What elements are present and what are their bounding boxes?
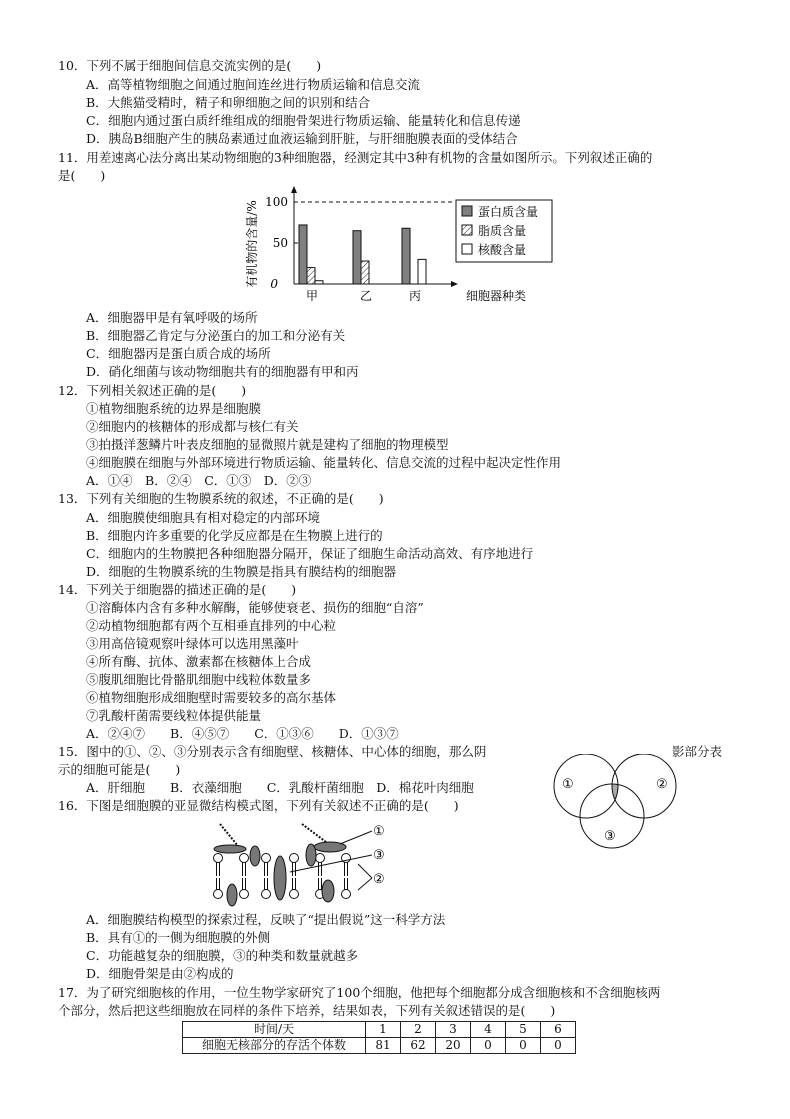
transmembrane-protein bbox=[274, 856, 286, 900]
x-tick-label: 甲 bbox=[305, 289, 319, 303]
phospholipid-head bbox=[240, 890, 249, 899]
q14-choices: A．②④⑦ B．④⑤⑦ C．①③⑥ D．①③⑦ bbox=[86, 726, 399, 741]
q11-option-b: B．细胞器乙肯定与分泌蛋白的加工和分泌有关 bbox=[86, 328, 346, 343]
venn-label-3: ③ bbox=[604, 829, 616, 844]
q15-choices: A．肝细胞 B．衣藻细胞 C．乳酸杆菌细胞 D．棉花叶肉细胞 bbox=[86, 780, 474, 795]
q17-stem-line1: 17．为了研究细胞核的作用，一位生物学家研究了100个细胞，他把每个细胞都分成含细胞核和不含细胞核两 bbox=[58, 985, 661, 1000]
phospholipid-head bbox=[214, 854, 223, 863]
y-axis-label: 有机物的含量/% bbox=[245, 200, 259, 288]
table-cell: 6 bbox=[541, 1022, 576, 1038]
q14-item-2: ②动植物细胞都有两个互相垂直排列的中心粒 bbox=[86, 618, 337, 633]
x-tick-label: 丙 bbox=[408, 289, 422, 303]
x-axis-arrow bbox=[451, 281, 458, 287]
q12-stem: 12．下列相关叙述正确的是( ) bbox=[58, 383, 247, 398]
q12-item-1: ①植物细胞系统的边界是细胞膜 bbox=[86, 401, 262, 416]
q11-stem-line2: 是( ) bbox=[58, 168, 106, 183]
table-cell: 3 bbox=[436, 1022, 471, 1038]
q12-item-4: ④细胞膜在细胞与外部环境进行物质运输、能量转化、信息交流的过程中起决定性作用 bbox=[86, 455, 562, 470]
x-axis-label: 细胞器种类 bbox=[466, 289, 527, 303]
q13-option-b: B．细胞内许多重要的化学反应都是在生物膜上进行的 bbox=[86, 528, 383, 543]
phospholipid-head bbox=[342, 890, 351, 899]
q13-option-a: A．细胞膜使细胞具有相对稳定的内部环境 bbox=[86, 510, 321, 525]
bar-丙-核酸含量 bbox=[418, 259, 426, 284]
table-cell: 0 bbox=[506, 1038, 541, 1054]
legend-swatch bbox=[462, 206, 472, 216]
q16-option-c: C．功能越复杂的细胞膜，③的种类和数量就越多 bbox=[86, 948, 359, 963]
y-tick-label: 50 bbox=[272, 236, 288, 250]
table-cell: 2 bbox=[401, 1022, 436, 1038]
legend-swatch bbox=[462, 225, 472, 235]
pointer-line-2b bbox=[358, 878, 372, 890]
q14-item-1: ①溶酶体内含有多种水解酶，能够使衰老、损伤的细胞“自溶” bbox=[86, 600, 424, 615]
y-tick-label: 0 bbox=[270, 277, 278, 291]
q13-option-d: D．细胞的生物膜系统的生物膜是指具有膜结构的细胞器 bbox=[86, 564, 397, 579]
q14-stem: 14．下列关于细胞器的描述正确的是( ) bbox=[58, 582, 297, 597]
table-cell: 0 bbox=[541, 1038, 576, 1054]
table-header-row bbox=[183, 1022, 576, 1038]
q11-option-d: D．硝化细菌与该动物细胞共有的细胞器有甲和丙 bbox=[86, 364, 359, 379]
q15-stem-line2: 示的细胞可能是( ) bbox=[58, 762, 181, 777]
legend-label: 脂质含量 bbox=[478, 224, 527, 238]
survival-table bbox=[182, 1021, 576, 1054]
bar-甲-蛋白质含量 bbox=[299, 225, 307, 284]
glycoprotein-chain-left bbox=[220, 824, 238, 846]
q10-option-a: A．高等植物细胞之间通过胞间连丝进行物质运输和信息交流 bbox=[86, 77, 421, 92]
legend-label: 蛋白质含量 bbox=[478, 205, 539, 219]
q12-item-2: ②细胞内的核糖体的形成都与核仁有关 bbox=[86, 419, 299, 434]
bar-乙-蛋白质含量 bbox=[353, 231, 361, 284]
table-cell: 1 bbox=[366, 1022, 401, 1038]
q13-stem: 13．下列有关细胞的生物膜系统的叙述，不正确的是( ) bbox=[58, 491, 384, 506]
organelle-composition-chart bbox=[240, 186, 570, 308]
cell-membrane-diagram bbox=[208, 818, 408, 912]
bar-丙-蛋白质含量 bbox=[402, 228, 410, 284]
membrane-label-1: ① bbox=[373, 824, 385, 839]
phospholipid-head bbox=[262, 890, 271, 899]
membrane-label-2: ② bbox=[373, 872, 385, 887]
bar-甲-脂质含量 bbox=[307, 268, 315, 284]
phospholipid-head bbox=[290, 890, 299, 899]
phospholipid-head bbox=[214, 890, 223, 899]
q16-stem: 16．下图是细胞膜的亚显微结构模式图，下列有关叙述不正确的是( ) bbox=[58, 798, 459, 813]
q10-option-c: C．细胞内通过蛋白质纤维组成的细胞骨架进行物质运输、能量转化和信息传递 bbox=[86, 113, 521, 128]
legend-label: 核酸含量 bbox=[478, 243, 527, 257]
phospholipid-head bbox=[316, 854, 325, 863]
phospholipid-head bbox=[262, 854, 271, 863]
q11-stem-line1: 11．用差速离心法分离出某动物细胞的3种细胞器，经测定其中3种有机物的含量如图所示。下列叙述正确的 bbox=[58, 150, 653, 165]
table-cell: 4 bbox=[471, 1022, 506, 1038]
phospholipid-head bbox=[240, 854, 249, 863]
y-axis-arrow bbox=[291, 186, 297, 193]
q15-stem-part-a: 15．图中的①、②、③分别表示含有细胞壁、核糖体、中心体的细胞，那么阴 bbox=[58, 744, 487, 759]
q14-item-5: ⑤腹肌细胞比骨骼肌细胞中线粒体数量多 bbox=[86, 672, 312, 687]
venn-diagram bbox=[548, 754, 698, 850]
embedded-protein-upper-left bbox=[250, 846, 260, 866]
q14-item-3: ③用高倍镜观察叶绿体可以选用黑藻叶 bbox=[86, 636, 299, 651]
q14-item-6: ⑥植物细胞形成细胞壁时需要较多的高尔基体 bbox=[86, 690, 337, 705]
q14-item-7: ⑦乳酸杆菌需要线粒体提供能量 bbox=[86, 708, 262, 723]
q17-stem-line2: 个部分，然后把这些细胞放在同样的条件下培养，结果如表，下列有关叙述错误的是( ) bbox=[58, 1003, 556, 1018]
table-cell: 62 bbox=[401, 1038, 436, 1054]
table-cell: 0 bbox=[471, 1038, 506, 1054]
table-row bbox=[183, 1038, 576, 1054]
venn-label-2: ② bbox=[656, 777, 668, 792]
table-cell: 81 bbox=[366, 1038, 401, 1054]
pointer-line-2a bbox=[358, 864, 372, 878]
table-cell: 5 bbox=[506, 1022, 541, 1038]
table-cell: 时间/天 bbox=[183, 1022, 366, 1038]
q10-option-b: B．大熊猫受精时，精子和卵细胞之间的识别和结合 bbox=[86, 95, 371, 110]
phospholipid-head bbox=[290, 854, 299, 863]
pointer-line-1 bbox=[340, 831, 372, 844]
q10-stem: 10．下列不属于细胞间信息交流实例的是( ) bbox=[58, 58, 322, 73]
legend-swatch bbox=[462, 244, 472, 254]
q10-option-d: D．胰岛B细胞产生的胰岛素通过血液运输到肝脏，与肝细胞膜表面的受体结合 bbox=[86, 131, 518, 146]
q15-stem-part-b: 影部分表 bbox=[672, 744, 723, 759]
y-tick-label: 100 bbox=[265, 195, 288, 209]
embedded-protein-upper-right bbox=[306, 844, 316, 866]
q11-option-a: A．细胞器甲是有氧呼吸的场所 bbox=[86, 310, 258, 325]
q16-option-d: D．细胞骨架是由②构成的 bbox=[86, 966, 234, 981]
venn-label-1: ① bbox=[562, 777, 574, 792]
x-tick-label: 乙 bbox=[359, 289, 373, 303]
q12-choices: A．①④ B．②④ C．①③ D．②③ bbox=[86, 473, 312, 488]
membrane-label-3: ③ bbox=[373, 848, 385, 863]
bar-乙-脂质含量 bbox=[361, 261, 369, 284]
bar-甲-核酸含量 bbox=[315, 281, 323, 284]
peripheral-protein-left bbox=[214, 845, 246, 853]
q14-item-4: ④所有酶、抗体、激素都在核糖体上合成 bbox=[86, 654, 312, 669]
embedded-protein-lower-right bbox=[322, 880, 334, 902]
q12-item-3: ③拍摄洋葱鳞片叶表皮细胞的显微照片就是建构了细胞的物理模型 bbox=[86, 437, 449, 452]
embedded-protein-lower-left bbox=[227, 884, 237, 906]
table-cell: 细胞无核部分的存活个体数 bbox=[183, 1038, 366, 1054]
q16-option-b: B．具有①的一侧为细胞膜的外侧 bbox=[86, 930, 271, 945]
q11-option-c: C．细胞器丙是蛋白质合成的场所 bbox=[86, 346, 271, 361]
q13-option-c: C．细胞内的生物膜把各种细胞器分隔开，保证了细胞生命活动高效、有序地进行 bbox=[86, 546, 534, 561]
q16-option-a: A．细胞膜结构模型的探索过程，反映了“提出假说”这一科学方法 bbox=[86, 912, 446, 927]
pointer-line-3 bbox=[290, 855, 372, 872]
table-cell: 20 bbox=[436, 1038, 471, 1054]
